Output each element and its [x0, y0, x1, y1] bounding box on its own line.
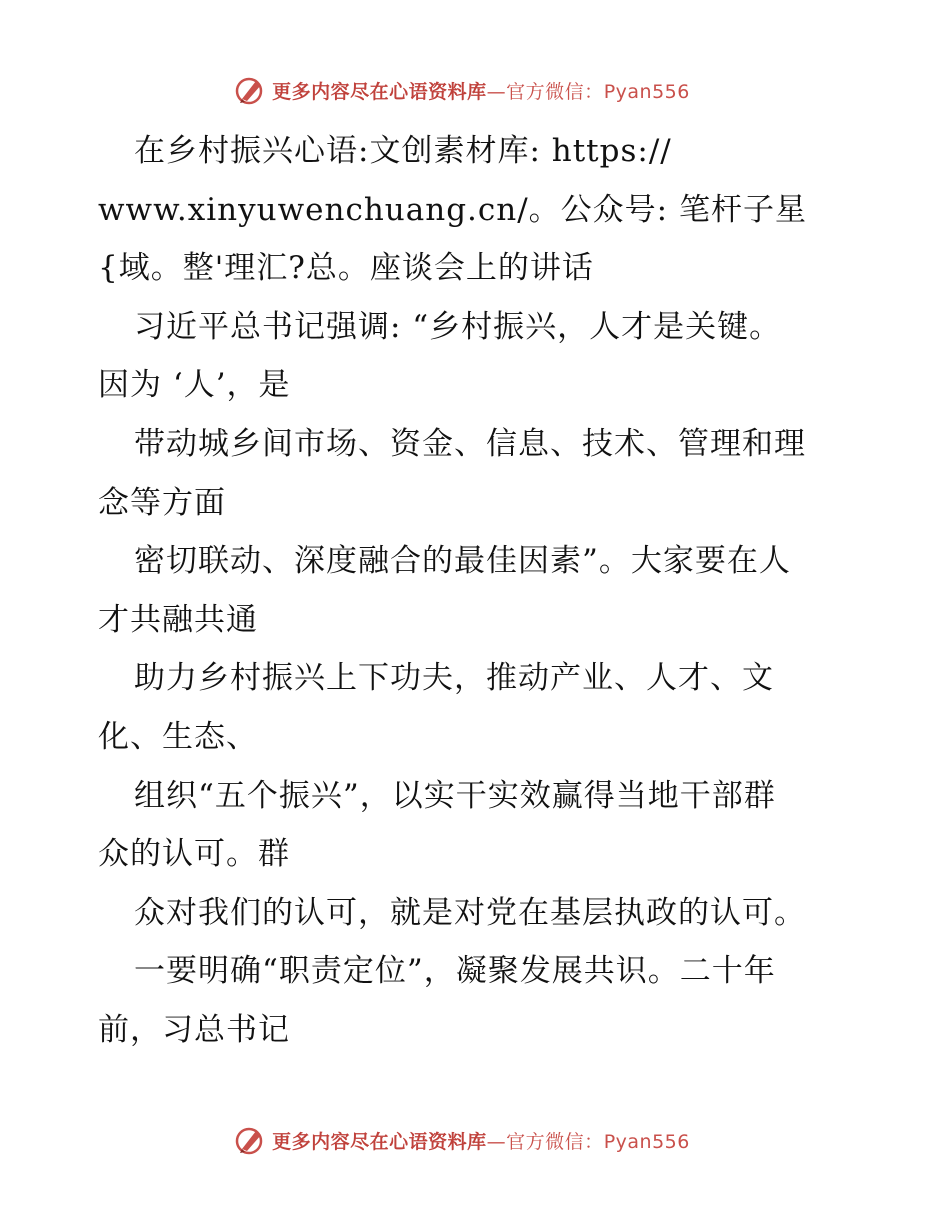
- body-line: 一要明确“职责定位”，凝聚发展共识。二十年: [134, 953, 776, 990]
- body-line: 才共融共通: [98, 601, 258, 638]
- body-line: 带动城乡间市场、资金、信息、技术、管理和理: [134, 425, 806, 462]
- pen-logo-icon: [234, 74, 266, 106]
- body-line: 助力乡村振兴上下功夫，推动产业、人才、文: [134, 660, 774, 697]
- footer-banner-text: [272, 1127, 690, 1154]
- pen-logo-icon: [234, 1124, 266, 1156]
- body-line: 在乡村振兴心语:文创素材库: https://: [134, 133, 672, 169]
- body-line: 密切联动、深度融合的最佳因素”。大家要在人: [134, 543, 791, 580]
- body-line: {域。整'理汇?总。座谈会上的讲话: [98, 250, 594, 287]
- header-banner: [0, 70, 950, 110]
- body-line: 念等方面: [98, 484, 226, 521]
- body-line: 因为 ‘人’，是: [98, 367, 291, 404]
- footer-banner: [0, 1120, 950, 1160]
- header-banner-text: [272, 77, 690, 104]
- header-banner-main: 更多内容尽在心语资料库: [272, 80, 487, 103]
- footer-banner-dash: —: [486, 1130, 507, 1153]
- body-line: 化、生态、: [98, 718, 258, 755]
- footer-banner-wechat-id: Pyan556: [603, 1130, 690, 1153]
- footer-banner-wechat-label: 官方微信：: [506, 1130, 604, 1153]
- body-line: 众对我们的认可，就是对党在基层执政的认可。: [134, 894, 806, 931]
- header-banner-wechat-id: Pyan556: [603, 80, 690, 103]
- header-banner-dash: —: [486, 80, 507, 103]
- body-line: 众的认可。群: [98, 836, 290, 873]
- body-line: 习近平总书记强调: “乡村振兴，人才是关键。: [134, 308, 782, 345]
- footer-banner-main: 更多内容尽在心语资料库: [272, 1130, 487, 1153]
- body-line: 前，习总书记: [98, 1011, 290, 1048]
- body-line: 组织“五个振兴”，以实干实效赢得当地干部群: [134, 777, 776, 814]
- document-body: [98, 122, 858, 1060]
- body-line: www.xinyuwenchuang.cn/。公众号: 笔杆子星: [98, 191, 807, 228]
- header-banner-wechat-label: 官方微信：: [506, 80, 604, 103]
